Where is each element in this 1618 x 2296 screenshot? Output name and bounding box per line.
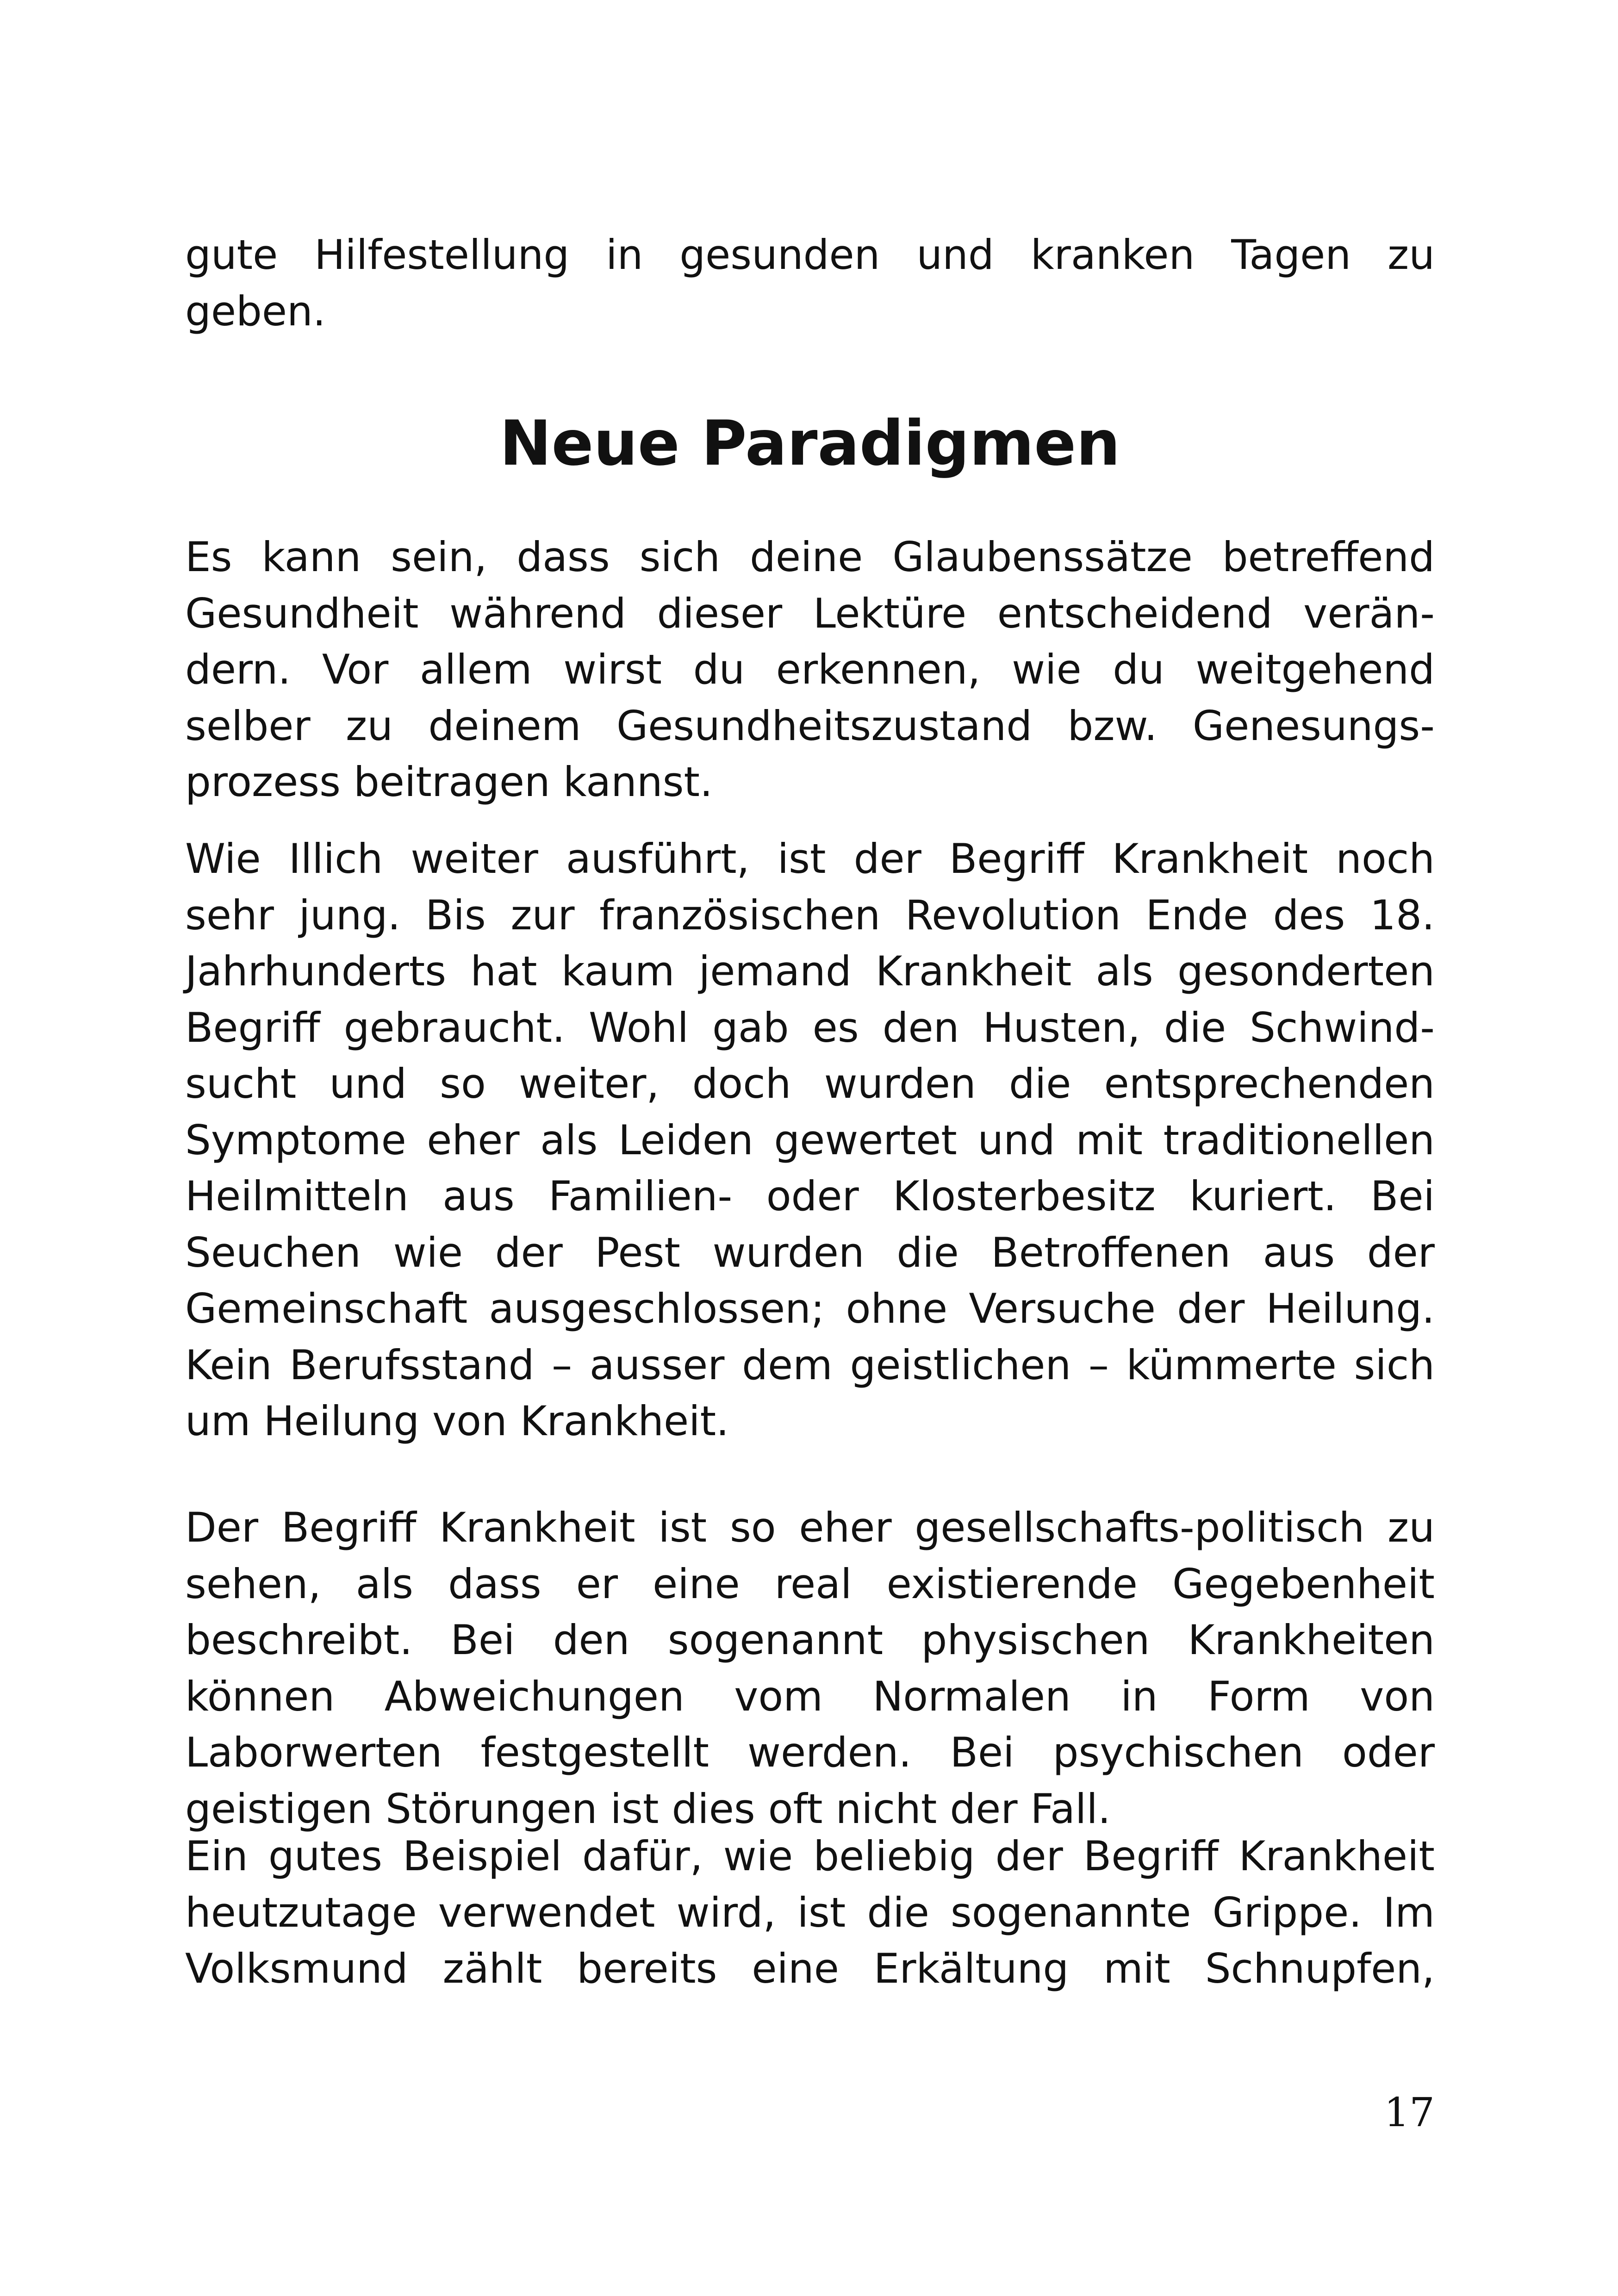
- text-line: Es kann sein, dass sich deine Glaubenssätze betreffend: [185, 533, 1435, 581]
- paragraph: [185, 529, 1435, 810]
- text-line: geben.: [185, 287, 326, 335]
- text-line: geistigen Störungen ist dies oft nicht der Fall.: [185, 1785, 1111, 1833]
- text-line: Gemeinschaft ausgeschlossen; ohne Versuche der Heilung.: [185, 1285, 1435, 1332]
- text-line: Der Begriff Krankheit ist so eher gesellschafts-politisch zu: [185, 1504, 1435, 1551]
- text-line: dern. Vor allem wirst du erkennen, wie du weitgehend: [185, 646, 1435, 693]
- text-line: Seuchen wie der Pest wurden die Betroffenen aus der: [185, 1228, 1435, 1276]
- text-line: beschreibt. Bei den sogenannt physischen Krankheiten: [185, 1616, 1435, 1664]
- page-number: 17: [1384, 2090, 1435, 2136]
- text-line: gute Hilfestellung in gesunden und kranken Tagen zu: [185, 231, 1435, 279]
- text-line: selber zu deinem Gesundheitszustand bzw. Genesungs-: [185, 702, 1435, 750]
- paragraph: [185, 831, 1435, 1450]
- text-line: Heilmitteln aus Familien- oder Klosterbesitz kuriert. Bei: [185, 1172, 1435, 1220]
- section-heading: Neue Paradigmen: [499, 407, 1120, 479]
- text-line: sehr jung. Bis zur französischen Revolution Ende des 18.: [185, 891, 1435, 939]
- text-line: Wie Illich weiter ausführt, ist der Begriff Krankheit noch: [185, 835, 1435, 883]
- text-line: Symptome eher als Leiden gewertet und mit traditionellen: [185, 1116, 1435, 1164]
- paragraph: [185, 1828, 1435, 1997]
- text-line: Volksmund zählt bereits eine Erkältung mit Schnupfen,: [185, 1945, 1435, 1992]
- paragraph: [185, 1500, 1435, 1837]
- text-line: sehen, als dass er eine real existierende Gegebenheit: [185, 1560, 1435, 1608]
- text-line: Laborwerten festgestellt werden. Bei psychischen oder: [185, 1729, 1435, 1776]
- text-line: heutzutage verwendet wird, ist die sogenannte Grippe. Im: [185, 1888, 1435, 1936]
- text-line: um Heilung von Krankheit.: [185, 1397, 729, 1445]
- text-line: Gesundheit während dieser Lektüre entscheidend verän-: [185, 589, 1435, 637]
- text-line: Ein gutes Beispiel dafür, wie beliebig der Begriff Krankheit: [185, 1832, 1435, 1880]
- text-line: Jahrhunderts hat kaum jemand Krankheit als gesonderten: [185, 947, 1435, 995]
- text-line: Kein Berufsstand – ausser dem geistlichen – kümmerte sich: [185, 1341, 1435, 1389]
- text-line: sucht und so weiter, doch wurden die entsprechenden: [185, 1060, 1435, 1108]
- paragraph-continuation: [185, 227, 1435, 339]
- text-line: können Abweichungen vom Normalen in Form von: [185, 1672, 1435, 1720]
- text-line: Begriff gebraucht. Wohl gab es den Husten, die Schwind-: [185, 1003, 1435, 1052]
- text-line: prozess beitragen kannst.: [185, 758, 713, 806]
